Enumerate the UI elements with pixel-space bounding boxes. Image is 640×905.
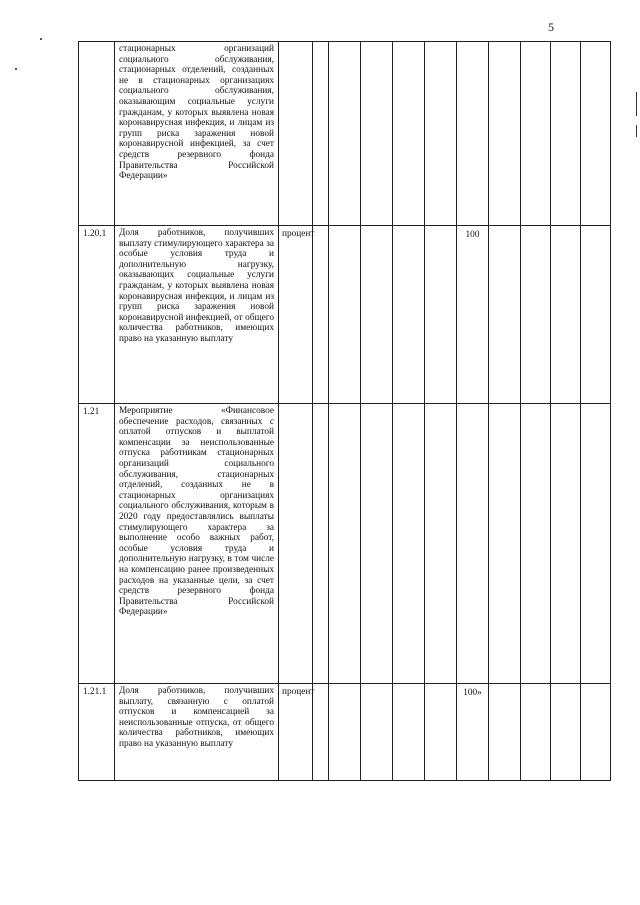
value-cell [551, 404, 581, 684]
value-cell [393, 404, 425, 684]
row-number: 1.21 [79, 404, 115, 684]
value-cell [521, 42, 551, 226]
value-cell [581, 404, 611, 684]
scan-edge-mark [636, 92, 637, 116]
row-target-value: 100» [457, 684, 489, 781]
row-number: 1.20.1 [79, 226, 115, 404]
value-cell [361, 42, 393, 226]
row-description: Доля работников, получивших выплату, связанную с оплатой отпусков и компенсацией за неиспользованные отпуска, от общего количества работников, имеющих право на указанную выплату [115, 684, 279, 781]
value-cell [425, 42, 457, 226]
value-cell [313, 42, 329, 226]
value-cell [489, 226, 521, 404]
row-target-value [457, 42, 489, 226]
value-cell [361, 226, 393, 404]
value-cell [551, 226, 581, 404]
value-cell [425, 226, 457, 404]
table-row [79, 404, 611, 684]
row-number: 1.21.1 [79, 684, 115, 781]
indicator-table [78, 41, 611, 781]
row-unit [279, 42, 313, 226]
value-cell [393, 684, 425, 781]
row-unit [279, 404, 313, 684]
value-cell [551, 684, 581, 781]
value-cell [361, 404, 393, 684]
row-description: Мероприятие «Финансовое обеспечение расходов, связанных с оплатой отпусков и выплатой компенсации за неиспользованные отпуска работникам стационарных организаций социального обслуживания, стационарных отделений, созданных не в стационарных организациях социального обслуживания, которым в 2020 году предоставлялись выплаты стимулирующего характера за выполнение особо важных работ, особые условия труда и дополнительную нагрузку, в том числе на компенсацию ранее произведенных расходов на указанные цели, за счет средств резервного фонда Правительства Российской Федерации» [115, 404, 279, 684]
table-row [79, 226, 611, 404]
value-cell [551, 42, 581, 226]
row-unit: процент [279, 226, 313, 404]
scan-speck [15, 68, 17, 70]
value-cell [329, 226, 361, 404]
value-cell [313, 226, 329, 404]
value-cell [329, 42, 361, 226]
value-cell [425, 684, 457, 781]
value-cell [489, 684, 521, 781]
value-cell [329, 684, 361, 781]
table-row [79, 42, 611, 226]
value-cell [393, 226, 425, 404]
value-cell [521, 226, 551, 404]
row-target-value: 100 [457, 226, 489, 404]
scan-edge-mark [636, 125, 637, 137]
value-cell [581, 42, 611, 226]
row-unit: процент [279, 684, 313, 781]
value-cell [313, 684, 329, 781]
value-cell [313, 404, 329, 684]
value-cell [361, 684, 393, 781]
value-cell [521, 404, 551, 684]
scan-speck [40, 38, 42, 40]
value-cell [329, 404, 361, 684]
table-row [79, 684, 611, 781]
page-number: 5 [548, 20, 554, 34]
value-cell [425, 404, 457, 684]
value-cell [521, 684, 551, 781]
value-cell [489, 42, 521, 226]
row-description: стационарных организаций социального обслуживания, стационарных отделений, созданных не в стационарных организациях социального обслуживания, оказывающим социальные услуги гражданам, у которых выявлена новая коронавирусная инфекция, и лицам из групп риска заражения новой коронавирусной инфекцией, за счет средств резервного фонда Правительства Российской Федерации» [115, 42, 279, 226]
value-cell [581, 226, 611, 404]
row-target-value [457, 404, 489, 684]
value-cell [489, 404, 521, 684]
value-cell [581, 684, 611, 781]
value-cell [393, 42, 425, 226]
row-number [79, 42, 115, 226]
row-description: Доля работников, получивших выплату стимулирующего характера за особые условия труда и дополнительную нагрузку, оказывающих социальные услуги гражданам, у которых выявлена новая коронавирусная инфекция, и лицам из групп риска заражения новой коронавирусной инфекцией, от общего количества работников, имеющих право на указанную выплату [115, 226, 279, 404]
